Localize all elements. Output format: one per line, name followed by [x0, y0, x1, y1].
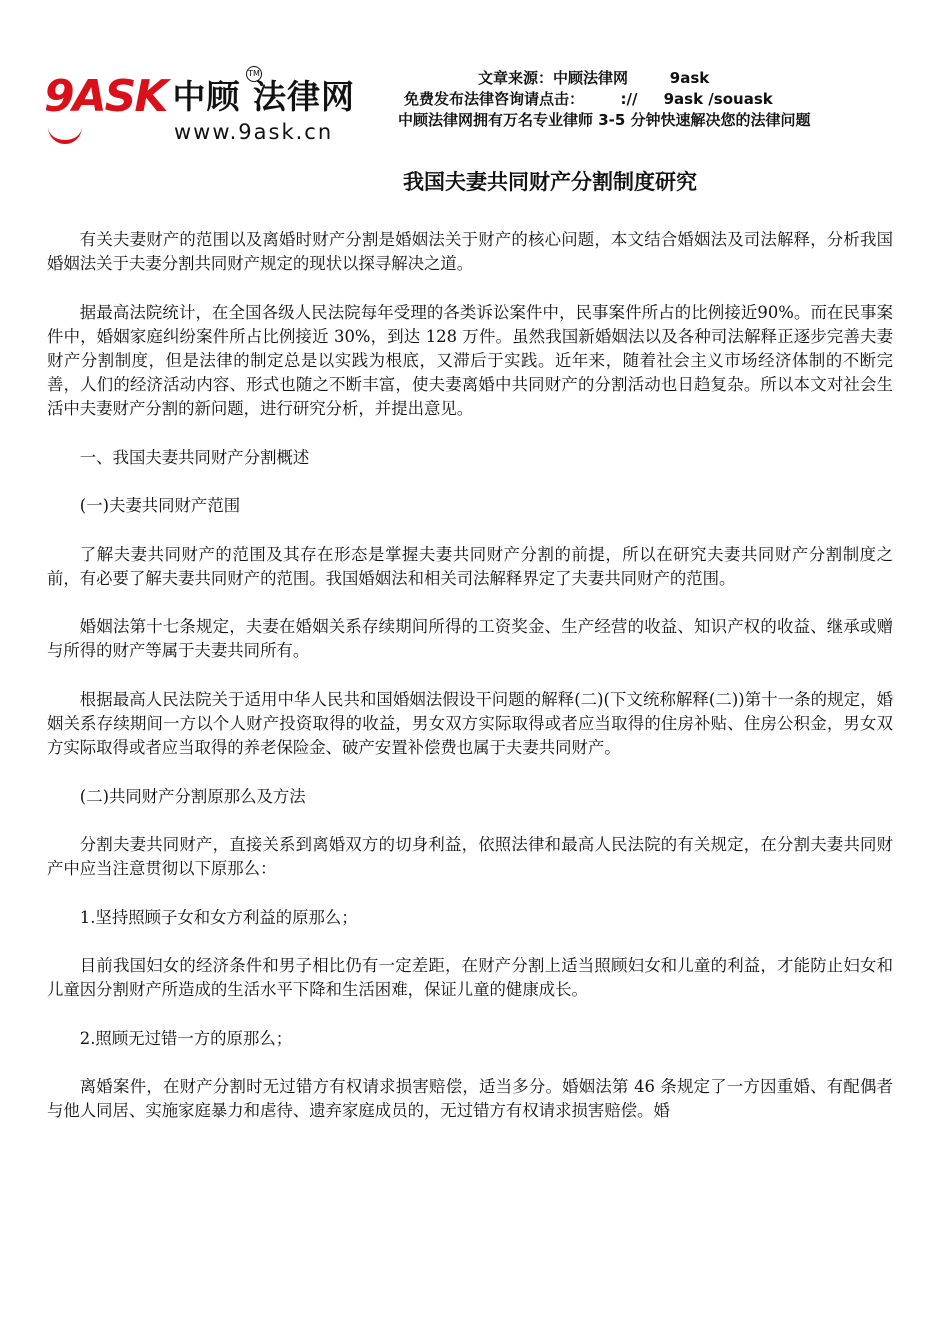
logo-url: www.9ask.cn	[174, 120, 334, 144]
page-title: 我国夫妻共同财产分割制度研究	[403, 170, 697, 194]
section-heading: 一、我国夫妻共同财产分割概述	[79, 447, 310, 467]
logo-swoosh-icon	[48, 118, 82, 144]
paragraph: 分割夫妻共同财产，直接关系到离婚双方的切身利益，依照法律和最高人民法院的有关规定，在分割夫妻共同财产中应当注意贯彻以下原那么：	[47, 834, 893, 879]
logo-name: 中顾 法律网	[172, 77, 355, 116]
paragraph: 离婚案件，在财产分割时无过错方有权请求损害赔偿，适当多分。婚姻法第 46 条规定了一方因重婚、有配偶者与他人同居、实施家庭暴力和虐待、遗弃家庭成员的，无过错方有权请求损害赔偿。婚	[47, 1076, 893, 1121]
source-info	[380, 68, 900, 131]
paragraph: 目前我国妇女的经济条件和男子相比仍有一定差距，在财产分割上适当照顾妇女和儿童的利益，才能防止妇女和儿童因分割财产所造成的生活水平下降和生活困难，保证儿童的健康成长。	[47, 955, 893, 1000]
article-body	[47, 228, 893, 1148]
lawyers-line: 中顾法律网拥有万名专业律师 3-5 分钟快速解决您的法律问题	[398, 111, 811, 129]
consult-link[interactable]: 免费发布法律咨询请点击： :// 9ask /souask	[404, 90, 773, 108]
paragraph: 了解夫妻共同财产的范围及其存在形态是掌握夫妻共同财产分割的前提，所以在研究夫妻共同财产分割制度之前，有必要了解夫妻共同财产的范围。我国婚姻法和相关司法解释界定了夫妻共同财产的范围。	[47, 544, 893, 588]
list-item: 1.坚持照顾子女和女方利益的原那么；	[79, 907, 358, 927]
source-line: 文章来源：中顾法律网 9ask	[478, 69, 710, 87]
site-logo[interactable]	[44, 66, 374, 150]
trademark-icon: TM	[246, 66, 262, 82]
paragraph: 据最高法院统计，在全国各级人民法院每年受理的各类诉讼案件中，民事案件所占的比例接近90%。而在民事案件中，婚姻家庭纠纷案件所占比例接近 30%，到达 128 万件。虽然我国新婚姻法以及各种司法解释正逐步完善夫妻财产分割制度，但是法律的制定总是以实践为根底，又滞后于实践。近年来，随着社会主义市场经济体制的不断完善，人们的经济活动内容、形式也随之不断丰富，使夫妻离婚中共同财产的分割活动也日趋复杂。所以本文对社会生活中夫妻财产分割的新问题，进行研究分析，并提出意见。	[47, 302, 893, 419]
paragraph: 婚姻法第十七条规定，夫妻在婚姻关系存续期间所得的工资奖金、生产经营的收益、知识产权的收益、继承或赠与所得的财产等属于夫妻共同所有。	[47, 617, 893, 661]
paragraph: 根据最高人民法院关于适用中华人民共和国婚姻法假设干问题的解释(二)(下文统称解释(二))第十一条的规定，婚姻关系存续期间一方以个人财产投资取得的收益，男女双方实际取得或者应当取得的住房补贴、住房公积金，男女双方实际取得或者应当取得的养老保险金、破产安置补偿费也属于夫妻共同财产。	[47, 689, 893, 758]
subsection-heading: (一)夫妻共同财产范围	[79, 496, 241, 516]
subsection-heading: (二)共同财产分割原那么及方法	[79, 786, 306, 806]
logo-wordmark	[44, 72, 355, 122]
paragraph: 有关夫妻财产的范围以及离婚时财产分割是婚姻法关于财产的核心问题，本文结合婚姻法及司法解释，分析我国婚姻法关于夫妻分割共同财产规定的现状以探寻解决之道。	[47, 230, 893, 274]
list-item: 2.照顾无过错一方的原那么；	[79, 1028, 293, 1048]
logo-brand: 9ASK	[44, 71, 167, 122]
